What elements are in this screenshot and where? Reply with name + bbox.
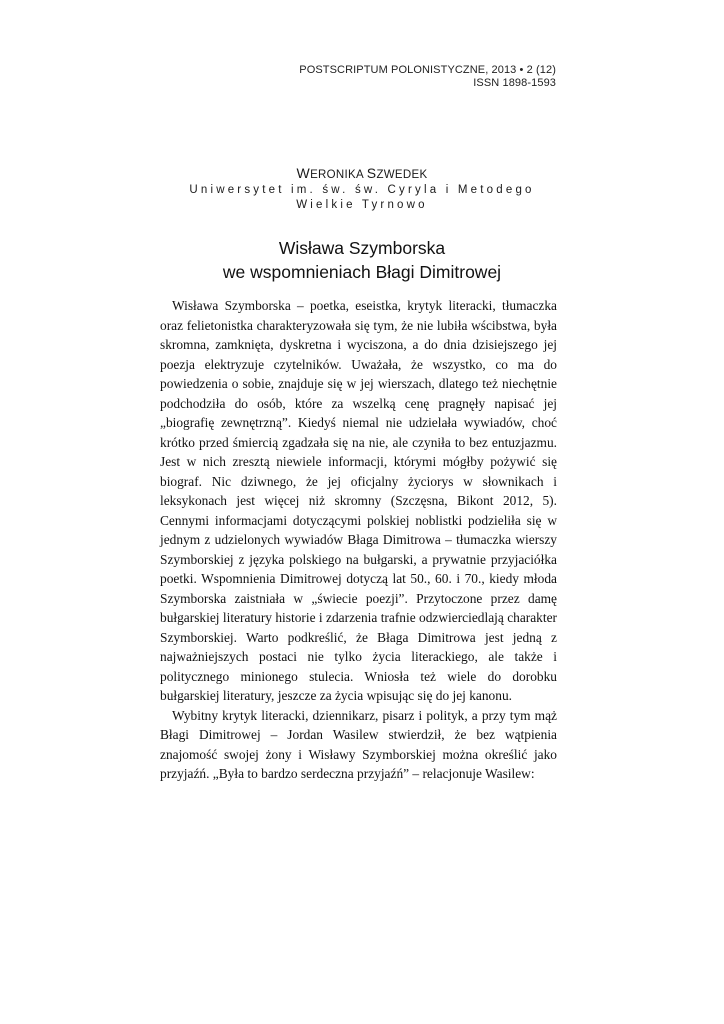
- author-block: [0, 166, 724, 213]
- author-name: [0, 166, 724, 183]
- article-body: [160, 296, 557, 784]
- article-title: [0, 236, 724, 284]
- article-title-line2: we wspomnieniach Błagi Dimitrowej: [222, 262, 502, 282]
- author-initial-w: W: [296, 165, 311, 181]
- article-title-line1: Wisława Szymborska: [278, 238, 446, 258]
- running-header: [299, 64, 556, 90]
- author-affiliation-city: Wielkie Tyrnowo: [296, 199, 428, 211]
- paragraph: Wybitny krytyk literacki, dziennikarz, pisarz i polityk, a przy tym mąż Błagi Dimitrowej – Jordan Wasilew stwierdził, że bez wątpienia znajomość swojej żony i Wisławy Szymborskiej można określić jako przyjaźń. „Była to bardzo serdeczna przyjaźń” – relacjonuje Wasilew:: [160, 707, 557, 781]
- journal-citation: POSTSCRIPTUM POLONISTYCZNE, 2013 • 2 (12): [299, 64, 556, 76]
- author-initial-s: S: [366, 165, 377, 181]
- author-affiliation-university: Uniwersytet im. św. św. Cyryla i Metodego: [189, 184, 535, 196]
- issn-number: ISSN 1898-1593: [473, 77, 556, 89]
- author-last-rest: ZWEDEK: [376, 169, 428, 181]
- paragraph: Wisława Szymborska – poetka, eseistka, krytyk literacki, tłumaczka oraz felietonistka charakteryzowała się tym, że nie lubiła wścibstwa, była skromna, zamknięta, dyskretna i wyciszona, a do dnia dzisiejszego jej poezja elektryzuje czytelników. Uważała, że wszystko, co ma do powiedzenia o sobie, znajduje się w jej wierszach, dlatego też niechętnie podchodziła do osób, które za wszelką cenę pragnęły napisać jej „biografię zewnętrzną”. Kiedyś niemal nie udzielała wywiadów, choć krótko przed śmiercią zgadzała się na nie, ale czyniła to bez entuzjazmu. Jest w nich zresztą niewiele informacji, którymi mógłby pożywić się biograf. Nic dziwnego, że jej oficjalny życiorys w słownikach i leksykonach jest więcej niż skromny (Szczęsna, Bikont 2012, 5). Cennymi informacjami dotyczącymi polskiej noblistki podzieliła się w jednym z udzielonych wywiadów Błaga Dimitrowa – tłumaczka wierszy Szymborskiej z języka polskiego na bułgarski, a prywatnie przyjaciółka poetki. Wspomnienia Dimitrowej dotyczą lat 50., 60. i 70., kiedy młoda Szymborska zaistniała w „świecie poezji”. Przytoczone przez damę bułgarskiej literatury historie i zdarzenia trafnie odzwierciedlają charakter Szymborskiej. Warto podkreślić, że Błaga Dimitrowa jest jedną z najważniejszych postaci nie tylko życia literackiego, ale także i politycznego minionego stulecia. Wniosła też wiele do dorobku bułgarskiej literatury, jeszcze za życia wpisując się do jej kanonu.: [160, 298, 557, 703]
- author-first-rest: ERONIKA: [310, 169, 367, 181]
